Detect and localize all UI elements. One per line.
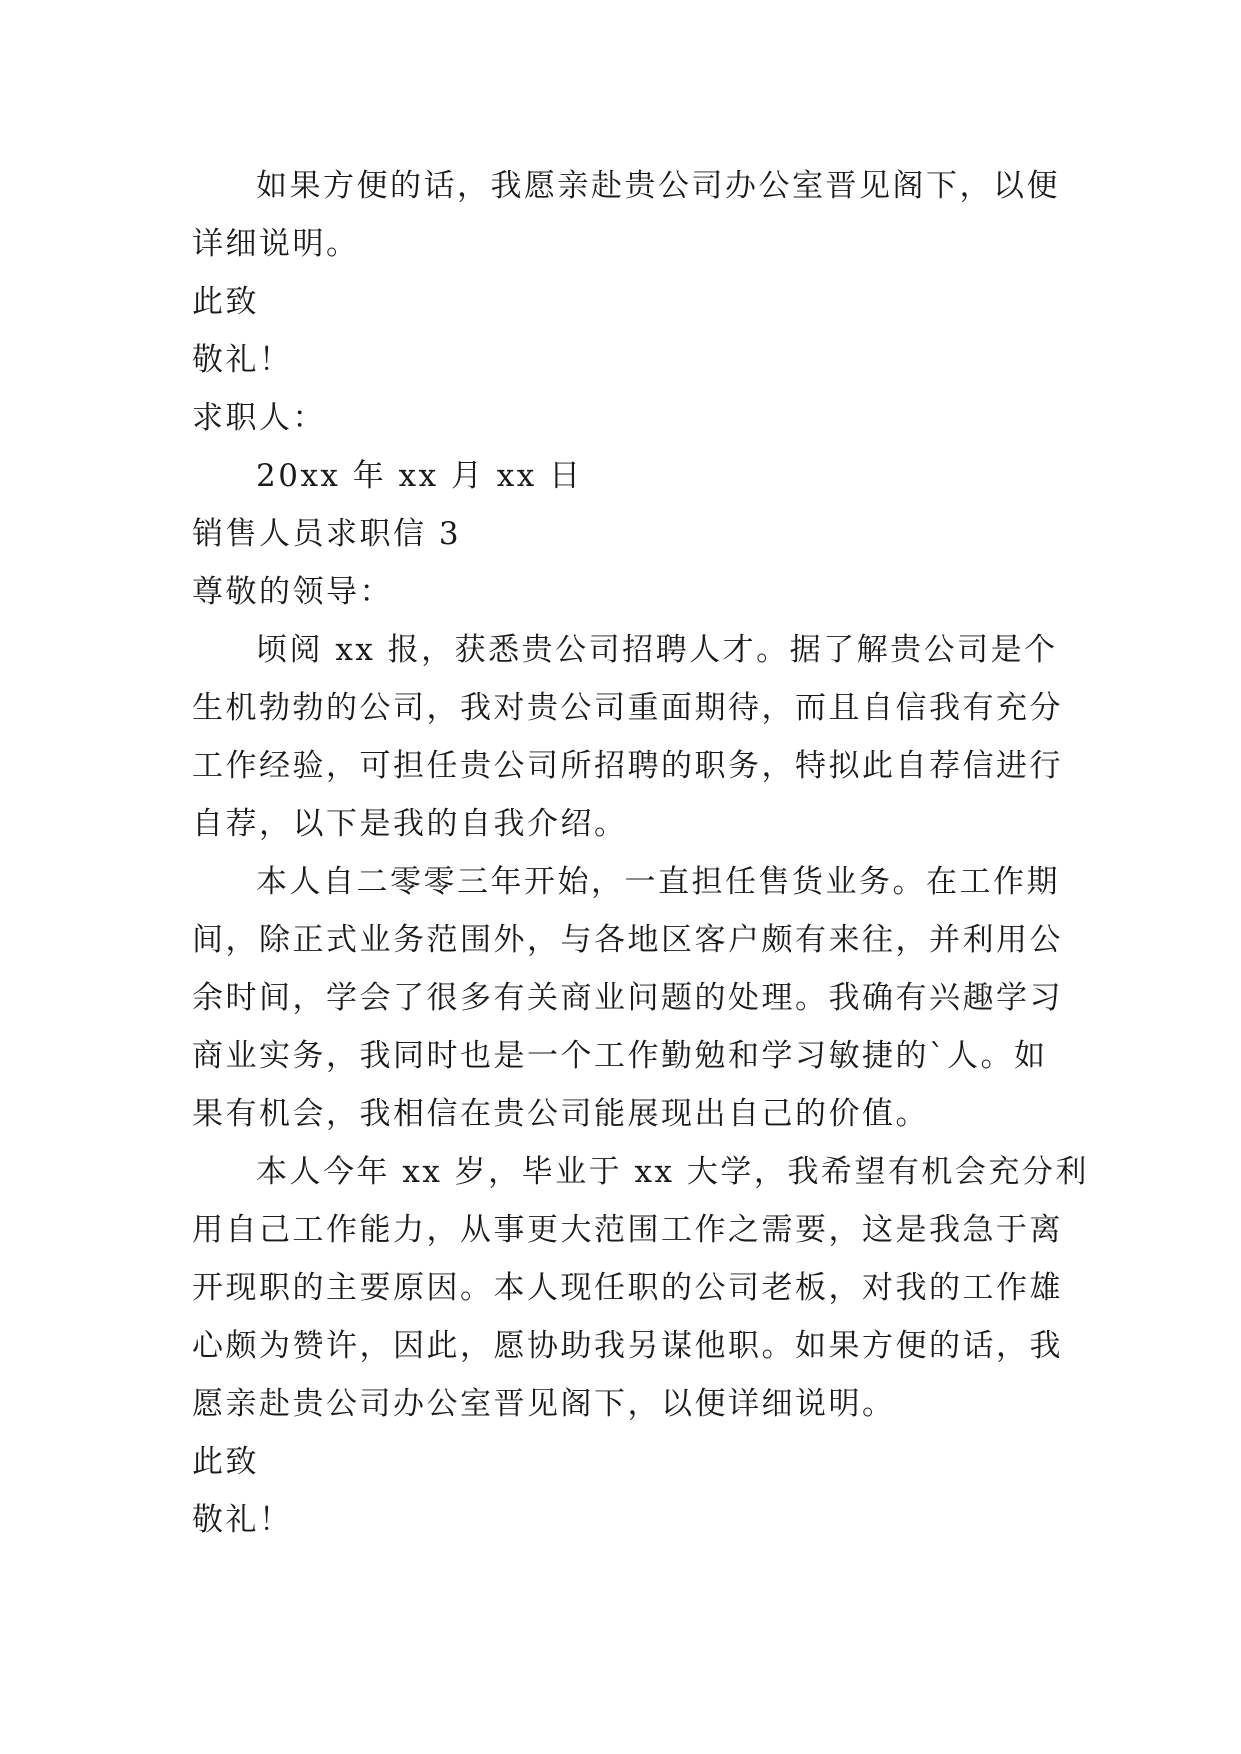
paragraph-line: 自荐，以下是我的自我介绍。 (192, 806, 628, 842)
date-line: 20xx 年 xx 月 xx 日 (256, 458, 583, 494)
paragraph-line: 间，除正式业务范围外，与各地区客户颇有来往，并利用公 (192, 922, 1063, 958)
signature-label: 求职人： (192, 400, 326, 436)
salutation-line: 敬礼！ (192, 1502, 293, 1538)
section-title: 销售人员求职信 3 (192, 516, 462, 552)
paragraph-line: 愿亲赴贵公司办公室晋见阁下，以便详细说明。 (192, 1386, 896, 1422)
salutation-line: 此致 (192, 284, 259, 320)
greeting-line: 尊敬的领导： (192, 574, 393, 610)
paragraph-line: 本人今年 xx 岁，毕业于 xx 大学，我希望有机会充分利 (256, 1154, 1089, 1190)
paragraph-line: 生机勃勃的公司，我对贵公司重面期待，而且自信我有充分 (192, 690, 1063, 726)
paragraph-line: 余时间，学会了很多有关商业问题的处理。我确有兴趣学习 (192, 980, 1063, 1016)
salutation-line: 此致 (192, 1444, 259, 1480)
paragraph-line: 顷阅 xx 报，获悉贵公司招聘人才。据了解贵公司是个 (256, 632, 1058, 668)
paragraph-line: 工作经验，可担任贵公司所招聘的职务，特拟此自荐信进行 (192, 748, 1063, 784)
paragraph-line: 详细说明。 (192, 226, 360, 262)
paragraph-line: 开现职的主要原因。本人现任职的公司老板，对我的工作雄 (192, 1270, 1063, 1306)
paragraph-line: 心颇为赞许，因此，愿协助我另谋他职。如果方便的话，我 (192, 1328, 1063, 1364)
paragraph-line: 果有机会，我相信在贵公司能展现出自己的价值。 (192, 1096, 929, 1132)
salutation-line: 敬礼！ (192, 342, 293, 378)
paragraph-line: 如果方便的话，我愿亲赴贵公司办公室晋见阁下，以便 (256, 168, 1060, 204)
paragraph-line: 商业实务，我同时也是一个工作勤勉和学习敏捷的`人。如 (192, 1038, 1048, 1074)
paragraph-line: 本人自二零零三年开始，一直担任售货业务。在工作期 (256, 864, 1060, 900)
paragraph-line: 用自己工作能力，从事更大范围工作之需要，这是我急于离 (192, 1212, 1063, 1248)
